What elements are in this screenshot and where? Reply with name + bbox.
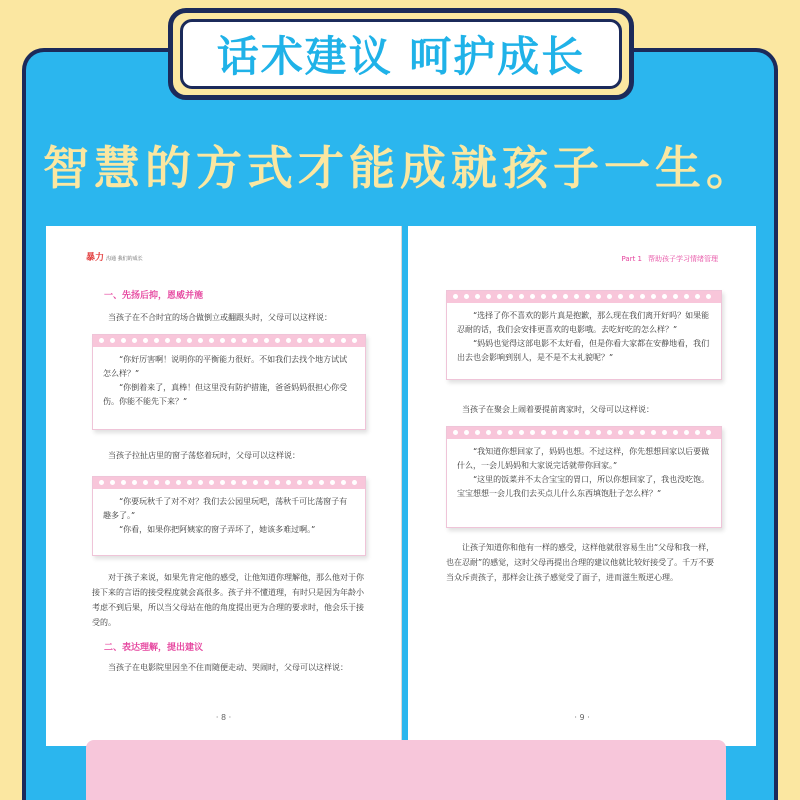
binder-hole bbox=[264, 338, 269, 343]
right-book-page bbox=[408, 226, 756, 746]
card-line: “这里的饭菜并不太合宝宝的胃口，所以你想回家了，我也没吃饱。宝宝想想一会儿我们去买点儿什么东西填饱肚子怎么样？” bbox=[457, 475, 710, 498]
binder-hole bbox=[110, 480, 115, 485]
binder-hole bbox=[607, 430, 612, 435]
binder-hole bbox=[662, 430, 667, 435]
binder-hole bbox=[187, 338, 192, 343]
binder-hole bbox=[231, 338, 236, 343]
binder-hole bbox=[330, 338, 335, 343]
binder-hole bbox=[330, 480, 335, 485]
binder-hole bbox=[220, 480, 225, 485]
binder-hole bbox=[640, 294, 645, 299]
banner-title: 话术建议 呵护成长 bbox=[216, 32, 586, 81]
binder-hole bbox=[341, 338, 346, 343]
binder-hole bbox=[629, 430, 634, 435]
body-paragraph-left: 对于孩子来说，如果先肯定他的感受，让他知道你理解他，那么他对于你接下来的言语的接受程度就会高很多。孩子并不懂道理，有时只是因为年龄小考虑不到后果，所以当父母站在他的角度提出更为合理的要求时，他会乐于接受的。 bbox=[92, 573, 364, 627]
card-line: “你看，如果你把阿姨家的窗子弄坏了，她该多难过啊。” bbox=[119, 525, 316, 534]
binder-hole bbox=[585, 294, 590, 299]
binder-hole bbox=[154, 338, 159, 343]
binder-hole bbox=[264, 480, 269, 485]
binder-hole bbox=[607, 294, 612, 299]
binder-hole bbox=[508, 430, 513, 435]
binder-hole bbox=[187, 480, 192, 485]
binder-hole bbox=[629, 294, 634, 299]
binder-hole bbox=[508, 294, 513, 299]
book-logo: 暴力 沟通 我们的成长 bbox=[86, 253, 143, 263]
binder-hole bbox=[209, 480, 214, 485]
binder-hole bbox=[242, 480, 247, 485]
card-line: “我知道你想回家了，妈妈也想。不过这样，你先想想回家以后要做什么，一会儿妈妈和大家说完话就带你回家。” bbox=[457, 447, 710, 470]
section-title-1: 一、先扬后抑，恩威并施 bbox=[104, 291, 204, 301]
headline: 智慧的方式才能成就孩子一生。 bbox=[43, 141, 757, 195]
binder-hole bbox=[121, 480, 126, 485]
left-book-page bbox=[46, 226, 402, 746]
card-tab bbox=[447, 291, 721, 303]
card-line: “选择了你不喜欢的影片真是抱歉，那么现在我们离开好吗？如果能忍耐的话，我们会安排更喜欢的电影哦。去吃好吃的怎么样？” bbox=[457, 311, 710, 334]
binder-hole bbox=[165, 338, 170, 343]
binder-hole bbox=[563, 430, 568, 435]
binder-hole bbox=[154, 480, 159, 485]
binder-hole bbox=[143, 480, 148, 485]
binder-hole bbox=[651, 294, 656, 299]
speech-card-1 bbox=[92, 334, 366, 430]
binder-hole bbox=[695, 430, 700, 435]
binder-hole bbox=[286, 338, 291, 343]
page-number-left: · 8 · bbox=[215, 713, 232, 722]
page-number-right: · 9 · bbox=[574, 713, 590, 722]
binder-hole bbox=[297, 480, 302, 485]
binder-hole bbox=[297, 338, 302, 343]
intro-text-2: 当孩子拉扯店里的窗子荡悠着玩时，父母可以这样说： bbox=[108, 451, 300, 460]
binder-hole bbox=[552, 294, 557, 299]
binder-hole bbox=[486, 294, 491, 299]
intro-text-1: 当孩子在不合时宜的场合做倒立或翻跟头时，父母可以这样说： bbox=[108, 313, 332, 322]
binder-hole bbox=[308, 338, 313, 343]
binder-hole bbox=[286, 480, 291, 485]
binder-hole bbox=[530, 294, 535, 299]
card-line: “妈妈也觉得这部电影不太好看，但是你看大家都在安静地看，我们出去也会影响到别人，是不是不太礼貌呢？” bbox=[457, 339, 710, 362]
binder-hole bbox=[563, 294, 568, 299]
card-line: “你倒着来了，真棒！但这里没有防护措施，爸爸妈妈很担心你受伤。你能不能先下来？” bbox=[103, 383, 348, 406]
binder-hole bbox=[530, 430, 535, 435]
binder-hole bbox=[132, 338, 137, 343]
section-title-2: 二、表达理解，提出建议 bbox=[104, 643, 204, 653]
speech-card-4 bbox=[446, 426, 722, 528]
binder-hole bbox=[574, 294, 579, 299]
title-banner-inner bbox=[180, 19, 622, 89]
binder-hole bbox=[165, 480, 170, 485]
binder-hole bbox=[352, 338, 357, 343]
binder-hole bbox=[475, 294, 480, 299]
card-body bbox=[457, 309, 711, 365]
binder-hole bbox=[475, 430, 480, 435]
binder-hole bbox=[231, 480, 236, 485]
binder-hole bbox=[308, 480, 313, 485]
binder-hole bbox=[176, 338, 181, 343]
speech-card-3 bbox=[446, 290, 722, 380]
binder-hole bbox=[673, 294, 678, 299]
card-line: “你好厉害啊！说明你的平衡能力很好。不如我们去找个地方试试怎么样？” bbox=[103, 355, 348, 378]
binder-hole bbox=[596, 430, 601, 435]
binder-hole bbox=[464, 294, 469, 299]
binder-hole bbox=[220, 338, 225, 343]
binder-hole bbox=[684, 294, 689, 299]
binder-hole bbox=[464, 430, 469, 435]
card-body bbox=[103, 353, 355, 409]
binder-hole bbox=[662, 294, 667, 299]
binder-hole bbox=[585, 430, 590, 435]
binder-hole bbox=[673, 430, 678, 435]
binder-hole bbox=[209, 338, 214, 343]
binder-hole bbox=[497, 294, 502, 299]
binder-hole bbox=[453, 430, 458, 435]
binder-hole bbox=[552, 430, 557, 435]
binder-hole bbox=[352, 480, 357, 485]
binder-hole bbox=[596, 294, 601, 299]
binder-hole bbox=[242, 338, 247, 343]
binder-hole bbox=[132, 480, 137, 485]
card-body bbox=[103, 495, 355, 537]
binder-hole bbox=[651, 430, 656, 435]
binder-hole bbox=[541, 294, 546, 299]
binder-hole bbox=[253, 480, 258, 485]
body-paragraph-right: 让孩子知道你和他有一样的感受，这样他就很容易生出“父母和我一样，也在忍耐”的感觉，这时父母再提出合理的建议他就比较好接受了。千万不要当众斥责孩子，那样会让孩子感觉受了面子，进而滋生叛逆心理。 bbox=[446, 543, 715, 582]
binder-hole bbox=[618, 430, 623, 435]
pink-bottom-strip bbox=[86, 740, 726, 800]
binder-hole bbox=[684, 430, 689, 435]
binder-hole bbox=[275, 480, 280, 485]
binder-hole bbox=[453, 294, 458, 299]
title-banner bbox=[168, 8, 634, 100]
binder-hole bbox=[198, 480, 203, 485]
binder-hole bbox=[319, 338, 324, 343]
binder-hole bbox=[706, 430, 711, 435]
speech-card-2 bbox=[92, 476, 366, 556]
intro-text-4: 当孩子在聚会上闹着要提前离家时，父母可以这样说： bbox=[462, 405, 654, 414]
binder-hole bbox=[497, 430, 502, 435]
binder-hole bbox=[110, 338, 115, 343]
card-tab bbox=[93, 477, 365, 489]
card-body bbox=[457, 445, 711, 501]
binder-hole bbox=[618, 294, 623, 299]
binder-hole bbox=[99, 338, 104, 343]
binder-hole bbox=[695, 294, 700, 299]
card-tab bbox=[93, 335, 365, 347]
binder-hole bbox=[275, 338, 280, 343]
binder-hole bbox=[519, 294, 524, 299]
binder-hole bbox=[198, 338, 203, 343]
binder-hole bbox=[143, 338, 148, 343]
binder-hole bbox=[176, 480, 181, 485]
running-head: Part 1 帮助孩子学习情绪管理 bbox=[621, 255, 718, 263]
binder-hole bbox=[541, 430, 546, 435]
binder-hole bbox=[253, 338, 258, 343]
card-line: “你要玩秋千了对不对？我们去公园里玩吧，荡秋千可比荡窗子有趣多了。” bbox=[103, 497, 348, 520]
binder-hole bbox=[319, 480, 324, 485]
binder-hole bbox=[486, 430, 491, 435]
binder-hole bbox=[574, 430, 579, 435]
binder-hole bbox=[519, 430, 524, 435]
binder-hole bbox=[99, 480, 104, 485]
intro-text-3: 当孩子在电影院里因坐不住而随便走动、哭闹时，父母可以这样说： bbox=[108, 663, 348, 672]
binder-hole bbox=[121, 338, 126, 343]
binder-hole bbox=[640, 430, 645, 435]
card-tab bbox=[447, 427, 721, 439]
binder-hole bbox=[706, 294, 711, 299]
binder-hole bbox=[341, 480, 346, 485]
